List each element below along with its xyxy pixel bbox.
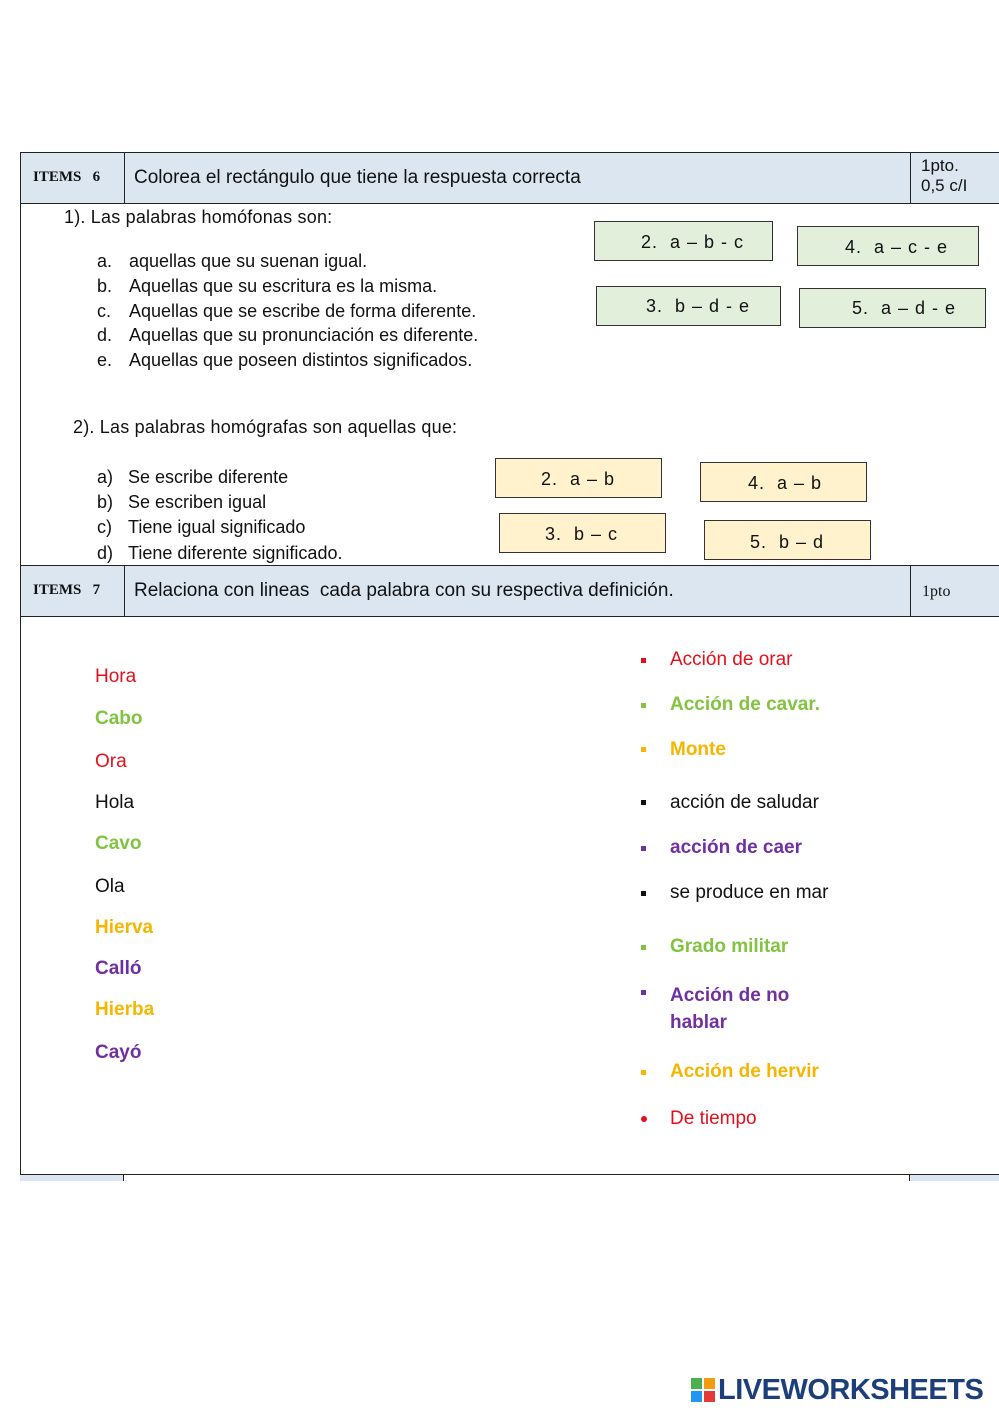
- q2-title: 2). Las palabras homógrafas son aquellas que:: [73, 417, 458, 437]
- def-accion-de-caer[interactable]: acción de caer: [670, 837, 803, 858]
- word-cayo[interactable]: Cayó: [95, 1042, 142, 1063]
- q1-option-e: e. Aquellas que poseen distintos significados.: [97, 350, 473, 370]
- item6-label: ITEMS 6: [33, 169, 101, 185]
- q1-answer-box-3[interactable]: 3. b – d - e: [596, 286, 781, 326]
- bullet-icon: [641, 945, 646, 950]
- q1-title: 1). Las palabras homófonas son:: [64, 207, 333, 227]
- def-accion-de-hervir[interactable]: Acción de hervir: [670, 1061, 819, 1082]
- q1-answer-box-4[interactable]: 4. a – c - e: [797, 226, 979, 266]
- def-accion-de-cavar[interactable]: Acción de cavar.: [670, 694, 820, 715]
- def-monte[interactable]: Monte: [670, 739, 726, 760]
- item6-header: [20, 152, 999, 204]
- def-grado-militar[interactable]: Grado militar: [670, 936, 789, 957]
- item7-instruction: Relaciona con lineas cada palabra con su respectiva definición.: [134, 580, 674, 601]
- word-cabo[interactable]: Cabo: [95, 708, 143, 729]
- q1-option-a: a. aquellas que su suenan igual.: [97, 251, 368, 271]
- item7-points: 1pto: [922, 583, 951, 600]
- q2-answer-box-5[interactable]: 5. b – d: [704, 520, 871, 560]
- def-accion-de-orar[interactable]: Acción de orar: [670, 649, 793, 670]
- bullet-icon: [641, 891, 646, 896]
- item7-label: ITEMS 7: [33, 582, 101, 598]
- q2-option-a: a) Se escribe diferente: [97, 467, 289, 487]
- bullet-icon: [641, 747, 646, 752]
- item6-instruction: Colorea el rectángulo que tiene la respuesta correcta: [134, 167, 581, 188]
- word-hierba[interactable]: Hierba: [95, 999, 155, 1020]
- q1-option-d: d. Aquellas que su pronunciación es diferente.: [97, 325, 479, 345]
- next-item-row-cut: [20, 1174, 999, 1181]
- q2-answer-box-3[interactable]: 3. b – c: [499, 513, 666, 553]
- bullet-icon: [641, 1116, 647, 1122]
- word-ora[interactable]: Ora: [95, 751, 127, 772]
- q1-option-b: b. Aquellas que su escritura es la misma.: [97, 276, 438, 296]
- bullet-icon: [641, 990, 646, 995]
- q2-answer-box-4[interactable]: 4. a – b: [700, 462, 867, 502]
- item7-header: [20, 565, 999, 617]
- def-accion-de-saludar[interactable]: acción de saludar: [670, 792, 819, 813]
- item6-points: 1pto. 0,5 c/I: [921, 156, 968, 195]
- q2-answer-box-2[interactable]: 2. a – b: [495, 458, 662, 498]
- liveworksheets-logo-icon: [691, 1378, 715, 1402]
- q1-answer-box-2[interactable]: 2. a – b - c: [594, 221, 773, 261]
- word-ola[interactable]: Ola: [95, 876, 125, 897]
- liveworksheets-logo: [691, 1374, 983, 1406]
- q2-option-b: b) Se escriben igual: [97, 492, 267, 512]
- word-callo[interactable]: Calló: [95, 958, 142, 979]
- word-hora[interactable]: Hora: [95, 666, 137, 687]
- bullet-icon: [641, 800, 646, 805]
- q2-option-c: c) Tiene igual significado: [97, 517, 306, 537]
- q2-option-d: d) Tiene diferente significado.: [97, 543, 343, 563]
- liveworksheets-logo-text: LIVEWORKSHEETS: [718, 1373, 984, 1406]
- def-de-tiempo[interactable]: De tiempo: [670, 1108, 757, 1129]
- q1-answer-box-5[interactable]: 5. a – d - e: [799, 288, 986, 328]
- bullet-icon: [641, 1070, 646, 1075]
- def-se-produce-en-mar[interactable]: se produce en mar: [670, 882, 829, 903]
- bullet-icon: [641, 658, 646, 663]
- bullet-icon: [641, 703, 646, 708]
- word-hola[interactable]: Hola: [95, 792, 135, 813]
- q1-option-c: c. Aquellas que se escribe de forma diferente.: [97, 301, 477, 321]
- word-hierva[interactable]: Hierva: [95, 917, 154, 938]
- word-cavo[interactable]: Cavo: [95, 833, 142, 854]
- bullet-icon: [641, 846, 646, 851]
- def-accion-de-no-hablar[interactable]: Acción de no hablar: [670, 985, 790, 1033]
